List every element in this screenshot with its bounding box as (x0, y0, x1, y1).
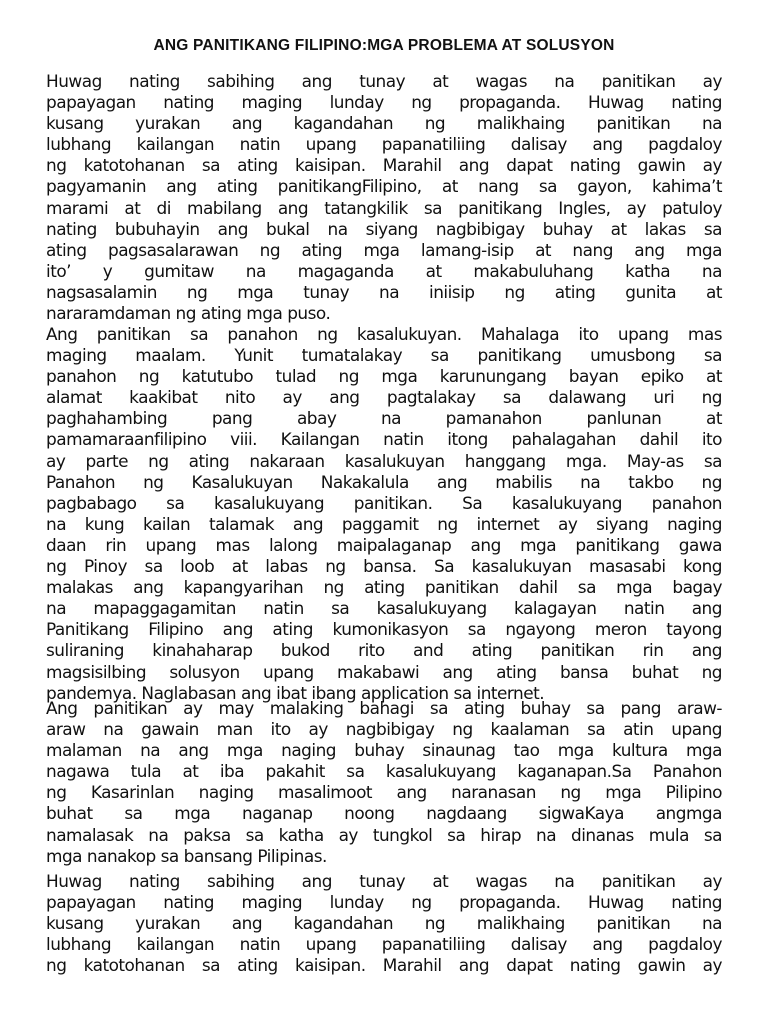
paragraph-2 (46, 324, 722, 704)
text-line: papayagan nating maging lunday ng propaganda. Huwag nating (46, 892, 722, 913)
text-line: ay parte ng ating nakaraan kasalukuyan hanggang mga. May-as sa (46, 450, 722, 471)
text-line: maging maalam. Yunit tumatalakay sa panitikang umusbong sa (46, 345, 722, 366)
text-line: suliraning kinahaharap bukod rito and ating panitikan rin ang (46, 640, 722, 661)
text-line: nating bubuhayin ang bukal na siyang nagbibigay buhay at lakas sa (46, 218, 722, 239)
text-line: mga nanakop sa bansang Pilipinas. (46, 845, 327, 866)
text-line: na kung kailan talamak ang paggamit ng internet ay siyang naging (46, 513, 722, 534)
text-line: ito’ y gumitaw na magaganda at makabuluhang katha na (46, 260, 722, 281)
text-line: paghahambing pang abay na pamanahon panlunan at (46, 408, 722, 429)
text-line: nagsasalamin ng mga tunay na iniisip ng ating gunita at (46, 281, 722, 302)
text-line: nararamdaman ng ating mga puso. (46, 303, 331, 324)
text-line: kusang yurakan ang kagandahan ng malikhaing panitikan na (46, 913, 722, 934)
text-line: ating pagsasalarawan ng ating mga lamang-isip at nang ang mga (46, 239, 722, 260)
text-line: na mapaggagamitan natin sa kasalukuyang kalagayan natin ang (46, 598, 722, 619)
text-line: ng katotohanan sa ating kaisipan. Marahil ang dapat nating gawin ay (46, 955, 722, 976)
text-line: pagyamanin ang ating panitikangFilipino, at nang sa gayon, kahima’t (46, 176, 722, 197)
text-line: malaman na ang mga naging buhay sinaunag tao mga kultura mga (46, 740, 722, 761)
document-title: ANG PANITIKANG FILIPINO:MGA PROBLEMA AT SOLUSYON (153, 37, 615, 54)
paragraph-4 (46, 871, 722, 976)
text-line: ng katotohanan sa ating kaisipan. Marahil ang dapat nating gawin ay (46, 155, 722, 176)
text-line: nagawa tula at iba pakahit sa kasalukuyang kaganapan.Sa Panahon (46, 761, 722, 782)
text-line: Huwag nating sabihing ang tunay at wagas na panitikan ay (46, 71, 722, 91)
text-line: marami at di mabilang ang tatangkilik sa panitikang Ingles, ay patuloy (46, 197, 722, 218)
text-line: Huwag nating sabihing ang tunay at wagas na panitikan ay (46, 871, 722, 891)
text-line: namalasak na paksa sa katha ay tungkol sa hirap na dinanas mula sa (46, 824, 722, 845)
text-line: Panitikang Filipino ang ating kumonikasyon sa ngayong meron tayong (46, 619, 722, 640)
text-line: malakas ang kapangyarihan ng ating panitikan dahil sa mga bagay (46, 577, 722, 598)
text-line: araw na gawain man ito ay nagbibigay ng kaalaman sa atin upang (46, 719, 722, 740)
text-line: buhat sa mga naganap noong nagdaang sigwaKaya angmga (46, 803, 722, 824)
text-line: ng Kasarinlan naging masalimoot ang naranasan ng mga Pilipino (46, 782, 722, 803)
text-line: pandemya. Naglabasan ang ibat ibang application sa internet. (46, 682, 545, 703)
text-line: alamat kaakibat nito ay ang pagtalakay sa dalawang uri ng (46, 387, 722, 408)
text-line: Ang panitikan sa panahon ng kasalukuyan. Mahalaga ito upang mas (46, 324, 722, 344)
text-line: lubhang kailangan natin upang papanatiliing dalisay ang pagdaloy (46, 134, 722, 155)
text-line: lubhang kailangan natin upang papanatiliing dalisay ang pagdaloy (46, 934, 722, 955)
text-line: Panahon ng Kasalukuyan Nakakalula ang mabilis na takbo ng (46, 471, 722, 492)
paragraph-3 (46, 698, 722, 867)
text-line: daan rin upang mas lalong maipalaganap ang mga panitikang gawa (46, 534, 722, 555)
paragraph-1 (46, 71, 722, 324)
text-line: papayagan nating maging lunday ng propaganda. Huwag nating (46, 92, 722, 113)
text-line: panahon ng katutubo tulad ng mga karunungang bayan epiko at (46, 366, 722, 387)
text-line: kusang yurakan ang kagandahan ng malikhaing panitikan na (46, 113, 722, 134)
text-line: pamamaraanfilipino viii. Kailangan natin itong pahalagahan dahil ito (46, 429, 722, 450)
text-line: Ang panitikan ay may malaking bahagi sa ating buhay sa pang araw- (46, 698, 722, 718)
text-line: pagbabago sa kasalukuyang panitikan. Sa kasalukuyang panahon (46, 492, 722, 513)
text-line: ng Pinoy sa loob at labas ng bansa. Sa kasalukuyan masasabi kong (46, 556, 722, 577)
text-line: magsisilbing solusyon upang makabawi ang ating bansa buhat ng (46, 661, 722, 682)
